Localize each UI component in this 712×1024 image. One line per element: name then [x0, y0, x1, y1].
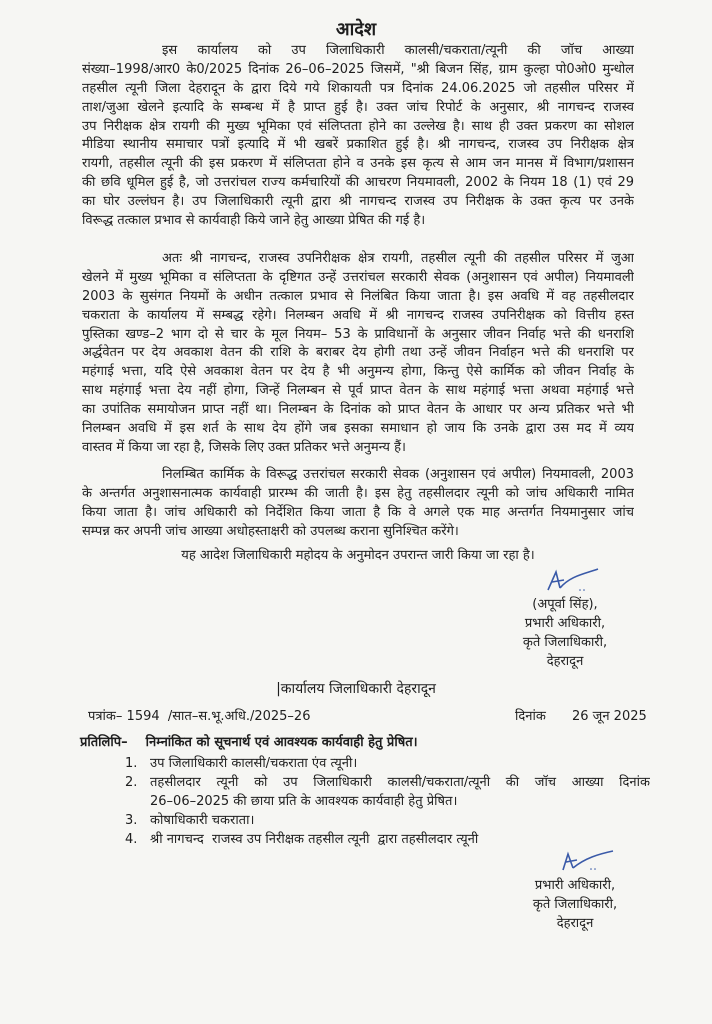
text-line: खेलने में मुख्य भूमिका व संलिप्तता के दृष्टिगत उन्हें उत्तरांचल सरकारी सेवक (अनुशासन एवं अपील) नियमावली: [82, 269, 634, 285]
list-item: [125, 812, 650, 831]
text-line: अर्द्धवेतन पर देय अवकाश वेतन की राशि के बराबर देय होगी तथा उन्हें जीवन निर्वाहन भत्ते की धनराशि पर: [82, 345, 634, 361]
date-value: 26 जून 2025: [572, 709, 647, 724]
text-line: मीडिया स्थानीय समाचार पत्रों इत्यादि में भी खबरें प्रकाशित हुई है। श्री नागचन्द, राजस्व उप निरीक्षक क्षेत्र: [82, 137, 634, 153]
office-heading: |कार्यालय जिलाधिकारी देहरादून: [276, 681, 436, 697]
text-line: तहसील त्यूनी जिला देहरादून के द्वारा दिये गये शिकायती पत्र दिनांक 24.06.2025 जो तहसील परिसर में: [82, 80, 634, 96]
paragraph-3: [82, 466, 634, 542]
text-line: का घोर उल्लंघन है। उप जिलाधिकारी त्यूनी द्वारा श्री नागचन्द राजस्व उप निरीक्षक के उक्त कृत्य पर उनके: [82, 194, 634, 210]
signature-block-2: [510, 876, 640, 933]
text-line: इस कार्यालय को उप जिलाधिकारी कालसी/चकराता/त्यूनी की जॉच आख्या: [162, 43, 634, 58]
text-line: 2003 के सुसंगत नियमों के अधीन तत्काल प्रभाव से निलंबित किया जाता है। इस अवधि में वह तहसीलदार: [82, 288, 634, 304]
approval-line: यह आदेश जिलाधिकारी महोदय के अनुमोदन उपरान्त जारी किया जा रहा है।: [181, 548, 535, 563]
signature-mark-2: [555, 850, 615, 874]
list-number: 1.: [125, 756, 138, 771]
reference-number: पत्रांक– 1594 /सात–स.भू.अधि./2025–26: [88, 709, 311, 724]
list-text: श्री नागचन्द राजस्व उप निरीक्षक तहसील त्यूनी द्वारा तहसीलदार त्यूनी: [150, 831, 479, 847]
signature-mark-1: [540, 568, 600, 594]
text-line: उप निरीक्षक क्षेत्र रायगी की मुख्य भूमिका एवं संलिप्तता होने का उल्लेख है। साथ ही उक्त प्रकरण का सोशल: [82, 118, 634, 134]
copy-intro: निम्नांकित को सूचनार्थ एवं आवश्यक कार्यवाही हेतु प्रेषित।: [145, 735, 418, 750]
copy-label: प्रतिलिपि–: [80, 735, 128, 750]
signatory-designation: प्रभारी अधिकारी,: [524, 616, 606, 631]
page-title: आदेश: [335, 19, 377, 40]
signatory-for: कृते जिलाधिकारी,: [532, 897, 618, 912]
text-line: अतः श्री नागचन्द, राजस्व उपनिरीक्षक क्षेत्र रायगी, तहसील त्यूनी की तहसील परिसर में जुआ: [162, 251, 634, 266]
text-line: सम्पन्न कर अपनी जांच आख्या अधोहस्ताक्षरी को उपलब्ध कराना सुनिश्चित करेंगे।: [82, 523, 459, 539]
list-text: कोषाधिकारी चकराता।: [150, 812, 255, 828]
text-line: किया जाता है। जांच अधिकारी को निर्देशित किया जाता है कि वे अगले एक माह अन्तर्गत नियमानुसार जांच: [82, 504, 634, 520]
text-line: निलम्बित कार्मिक के विरूद्ध उत्तरांचल सरकारी सेवक (अनुशासन एवं अपील) नियमावली, 2003: [162, 467, 634, 482]
paragraph-2: [82, 250, 634, 458]
signatory-for: कृते जिलाधिकारी,: [522, 635, 608, 650]
text-line: साथ महंगाई भत्ता देय नहीं होगा, जिन्हें निलम्बन से पूर्व प्राप्त वेतन के साथ महंगाई भत्ता अथवा महंगाई भत्ते: [82, 383, 634, 399]
text-line: निलम्बन अवधि में इस शर्त के साथ देय होंगे जब इसका समाधान हो जाय कि उनके द्वारा उस मद में व्यय: [82, 421, 634, 437]
text-line: रायगी, तहसील त्यूनी की इस प्रकरण में संलिप्तता होने व उनके इस कृत्य से आम जन मानस में विभाग/प्रशासन: [82, 156, 634, 172]
list-number: 4.: [125, 831, 138, 847]
list-text: तहसीलदार त्यूनी को उप जिलाधिकारी कालसी/चकराता/त्यूनी की जॉच आख्या दिनांक: [150, 774, 650, 790]
text-line: विरूद्ध तत्काल प्रभाव से कार्यवाही किये जाने हेतु आख्या प्रेषित की गई है।: [82, 213, 426, 229]
list-text: उप जिलाधिकारी कालसी/चकराता एंव त्यूनी।: [150, 756, 358, 771]
list-number: 2.: [125, 774, 138, 790]
text-line: चकराता के कार्यालय में सम्बद्ध रहेगे। निलम्बन अवधि में श्री नागचन्द राजस्व उपनिरीक्षक को वित्तीय हस्त: [82, 307, 634, 323]
signatory-designation: प्रभारी अधिकारी,: [534, 878, 616, 893]
list-item: [125, 831, 650, 850]
list-item: [125, 755, 650, 774]
text-line: ताश/जुआ खेलने इत्यादि के सम्बन्ध में है प्राप्त हुई है। उक्त जांच रिपोर्ट के अनुसार, श्री नागचन्द राजस्व: [82, 99, 634, 115]
signatory-name: (अपूर्वा सिंह),: [532, 597, 598, 612]
list-text: 26–06–2025 की छाया प्रति के आवश्यक कार्यवाही हेतु प्रेषित।: [150, 793, 458, 809]
text-line: के अन्तर्गत अनुशासनात्मक कार्यवाही प्रारम्भ की जाती है। इस हेतु तहसीलदार त्यूनी को जांच अधिकारी नामित: [82, 485, 634, 501]
copy-list: [125, 755, 650, 849]
signatory-place: देहरादून: [556, 916, 594, 931]
text-line: का उपांतिक समायोजन प्राप्त नहीं था। निलम्बन के दिनांक को प्राप्त वेतन के आधार पर अन्य प्रतिकर भत्ते भी: [82, 402, 634, 418]
list-item: [125, 774, 650, 812]
text-line: वास्तव में किया जा रहा है, जिसके लिए उक्त प्रतिकर भत्ते अनुमन्य हैं।: [82, 439, 406, 455]
paragraph-1: [82, 42, 634, 231]
text-line: पुस्तिका खण्ड–2 भाग दो से चार के मूल नियम– 53 के प्राविधानों के अनुसार जीवन निर्वाह भत्ते की धनराशि: [82, 326, 634, 342]
text-line: महंगाई भत्ता, यदि ऐसे अवकाश वेतन पर देय है भी अनुमन्य होगा, किन्तु ऐसे कार्मिक को जीवन निर्वाह के: [82, 364, 634, 380]
list-number: 3.: [125, 812, 138, 828]
text-line: की छवि धूमिल हुई है, जो उत्तरांचल राज्य कर्मचारियों की आचरण नियमावली, 2002 के नियम 18 (1) एवं 29: [82, 175, 634, 191]
date-label: दिनांक: [515, 709, 546, 724]
copy-header: [80, 733, 418, 752]
text-line: संख्या–1998/आर0 के0/2025 दिनांक 26–06–2025 जिसमें, "श्री बिजन सिंह, ग्राम कुल्हा पो0ओ0 मुन्धोल: [82, 61, 634, 77]
signature-block-1: [500, 595, 630, 671]
signatory-place: देहरादून: [546, 654, 584, 669]
